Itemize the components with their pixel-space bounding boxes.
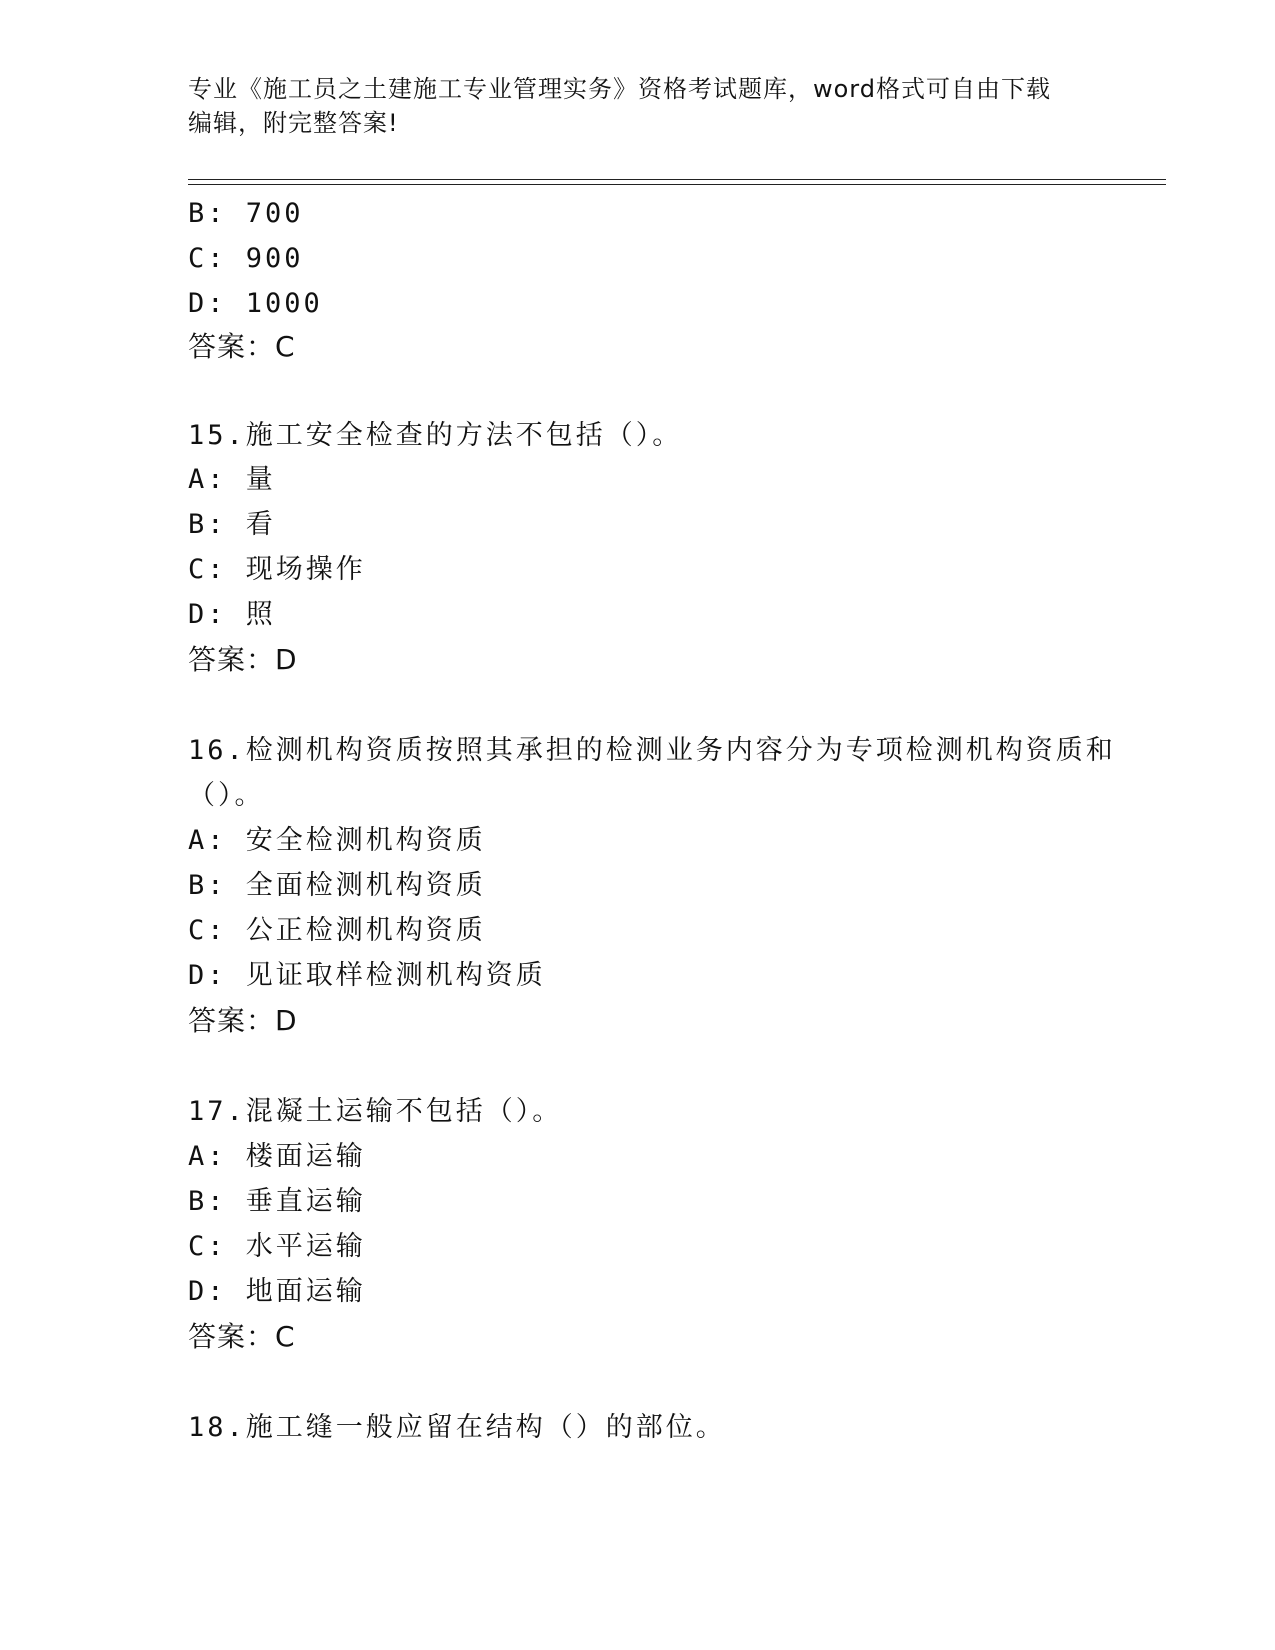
option-a: A: 安全检测机构资质 (188, 825, 486, 856)
option-c: C: 现场操作 (188, 554, 366, 585)
header-divider-bottom (188, 184, 1166, 185)
option-a: A: 量 (188, 464, 276, 495)
question-16-continued: （）。 (188, 780, 265, 811)
option-b: B: 全面检测机构资质 (188, 870, 486, 901)
option-d: D: 地面运输 (188, 1276, 366, 1307)
answer: 答案：D (188, 1004, 298, 1037)
answer: 答案：C (188, 330, 296, 363)
option-d: D: 1000 (188, 288, 323, 319)
option-a: A: 楼面运输 (188, 1141, 366, 1172)
answer: 答案：C (188, 1320, 296, 1353)
option-c: C: 900 (188, 243, 304, 274)
option-d: D: 照 (188, 599, 276, 630)
question-18: 18.施工缝一般应留在结构（）的部位。 (188, 1412, 726, 1443)
answer: 答案：D (188, 643, 298, 676)
question-16: 16.检测机构资质按照其承担的检测业务内容分为专项检测机构资质和 (188, 735, 1116, 766)
header-divider-top (188, 179, 1166, 180)
question-17: 17.混凝土运输不包括（）。 (188, 1096, 563, 1127)
option-c: C: 公正检测机构资质 (188, 915, 486, 946)
question-15: 15.施工安全检查的方法不包括（）。 (188, 420, 683, 451)
option-b: B: 看 (188, 509, 276, 540)
option-d: D: 见证取样检测机构资质 (188, 960, 546, 991)
option-b: B: 700 (188, 198, 304, 229)
option-c: C: 水平运输 (188, 1231, 366, 1262)
option-b: B: 垂直运输 (188, 1186, 366, 1217)
document-header: 专业《施工员之土建施工专业管理实务》资格考试题库，word格式可自由下载编辑，附完整答案! (188, 75, 1051, 137)
